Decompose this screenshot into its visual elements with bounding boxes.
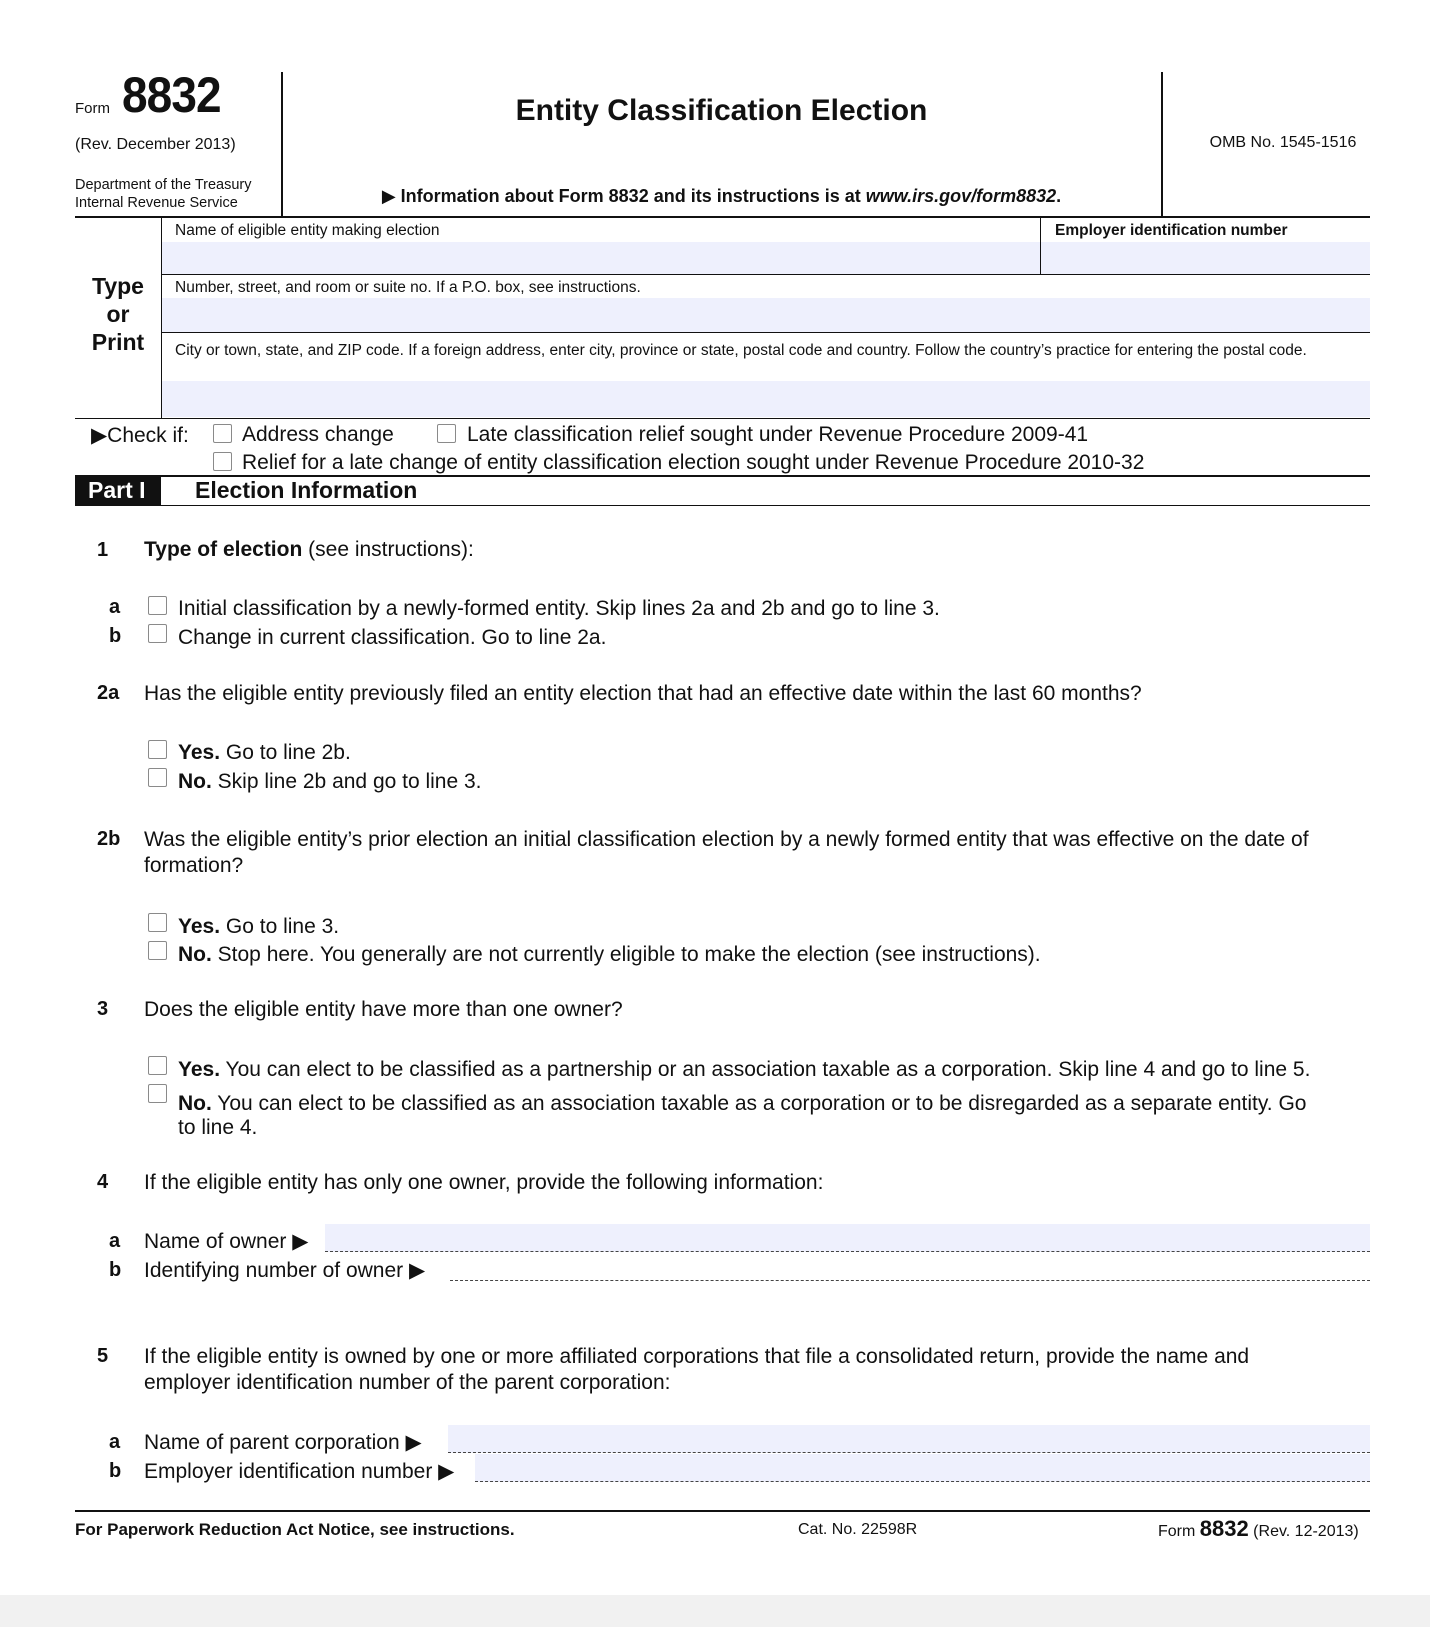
- line1a-text: Initial classification by a newly-formed entity. Skip lines 2a and 2b and go to line 3.: [178, 597, 940, 620]
- department-line2: Internal Revenue Service: [75, 195, 238, 211]
- parent-ein-field[interactable]: [475, 1454, 1370, 1482]
- line1b-checkbox[interactable]: [148, 624, 167, 643]
- line2a-yes-text: Yes. Go to line 2b.: [178, 741, 351, 764]
- part1-badge: Part I: [75, 476, 161, 505]
- line4a-letter: a: [109, 1230, 121, 1252]
- line3-yes-checkbox[interactable]: [148, 1056, 167, 1075]
- line1a-letter: a: [109, 596, 121, 618]
- line2a-no-checkbox[interactable]: [148, 768, 167, 787]
- address-change-checkbox[interactable]: [213, 424, 232, 443]
- late-relief-checkbox[interactable]: [437, 424, 456, 443]
- line4a-text: Name of owner ▶: [144, 1230, 309, 1253]
- form-word: Form: [75, 100, 110, 117]
- check-if-label: ▶Check if:: [91, 424, 189, 447]
- line2a-number: 2a: [97, 682, 120, 704]
- line3-yes-text: Yes. You can elect to be classified as a partnership or an association taxable as a corporation. Skip line 4 and go to line 5.: [178, 1058, 1311, 1081]
- header-bottom-rule: [75, 216, 1370, 218]
- line5a-letter: a: [109, 1431, 121, 1453]
- line1a-checkbox[interactable]: [148, 596, 167, 615]
- street-field[interactable]: [162, 298, 1370, 332]
- department-line1: Department of the Treasury: [75, 177, 252, 193]
- footer-form-id: Form 8832 (Rev. 12-2013): [1158, 1516, 1359, 1541]
- row2-rule: [162, 332, 1370, 333]
- form-number: 8832: [122, 67, 221, 123]
- line3-no-checkbox[interactable]: [148, 1084, 167, 1103]
- line2a-no-text: No. Skip line 2b and go to line 3.: [178, 770, 482, 793]
- omb-number: OMB No. 1545-1516: [1209, 134, 1357, 151]
- parent-name-field[interactable]: [448, 1425, 1370, 1453]
- footer-rule: [75, 1510, 1370, 1512]
- line5-number: 5: [97, 1345, 109, 1367]
- line3-no-text-line1: No. You can elect to be classified as an association taxable as a corporation or to be disregarded as a separate entity. Go: [178, 1092, 1307, 1115]
- line2b-number: 2b: [97, 828, 121, 850]
- line3-no-text-line2: to line 4.: [178, 1116, 258, 1139]
- line2a-text: Has the eligible entity previously filed an entity election that had an effective date within the last 60 months?: [144, 682, 1142, 705]
- line5b-text: Employer identification number ▶: [144, 1460, 455, 1483]
- city-label: City or town, state, and ZIP code. If a foreign address, enter city, province or state, postal code and country. Follow the country’s practice for entering the postal code.: [175, 342, 1307, 359]
- line5-text-line1: If the eligible entity is owned by one or more affiliated corporations that file a consolidated return, provide the name and: [144, 1345, 1250, 1368]
- info-prefix: ▶ Information about Form 8832 and its instructions is at: [381, 186, 866, 206]
- line2b-text-line2: formation?: [144, 854, 244, 877]
- ein-label: Employer identification number: [1055, 222, 1288, 239]
- line5-text-line2: employer identification number of the parent corporation:: [144, 1371, 671, 1394]
- address-change-label: Address change: [242, 423, 394, 446]
- line1-text: Type of election (see instructions):: [144, 538, 474, 561]
- line2a-yes-checkbox[interactable]: [148, 740, 167, 759]
- street-label: Number, street, and room or suite no. If a P.O. box, see instructions.: [175, 279, 641, 296]
- line5a-text: Name of parent corporation ▶: [144, 1431, 422, 1454]
- line2b-text-line1: Was the eligible entity’s prior election an initial classification election by a newly formed entity that was effective on the date of: [144, 828, 1309, 851]
- ein-field[interactable]: [1041, 242, 1370, 274]
- form-revision: (Rev. December 2013): [75, 136, 236, 153]
- cat-number: Cat. No. 22598R: [798, 1521, 918, 1538]
- line2b-no-text: No. Stop here. You generally are not currently eligible to make the election (see instructions).: [178, 943, 1041, 966]
- part1-title: Election Information: [195, 477, 418, 503]
- line4-text: If the eligible entity has only one owner, provide the following information:: [144, 1171, 824, 1194]
- late-relief-label: Late classification relief sought under Revenue Procedure 2009-41: [467, 423, 1089, 446]
- type-or-print-label: Type or Print: [91, 273, 145, 355]
- info-url[interactable]: www.irs.gov/form8832: [865, 186, 1057, 206]
- entity-name-field[interactable]: [162, 242, 1040, 274]
- row1-rule: [162, 274, 1370, 275]
- part1-bottom-rule: [75, 505, 1370, 506]
- entity-name-label: Name of eligible entity making election: [175, 222, 440, 239]
- form-title: Entity Classification Election: [515, 94, 928, 127]
- line5b-letter: b: [109, 1460, 122, 1482]
- info-line: [282, 186, 1161, 207]
- line3-number: 3: [97, 998, 109, 1020]
- line2b-yes-text: Yes. Go to line 3.: [178, 915, 340, 938]
- line1b-letter: b: [109, 625, 122, 647]
- info-suffix: .: [1056, 186, 1062, 206]
- late-change-label: Relief for a late change of entity classification election sought under Revenue Procedure 2010-32: [242, 451, 1145, 474]
- line4b-text: Identifying number of owner ▶: [144, 1259, 426, 1282]
- owner-name-field[interactable]: [325, 1224, 1370, 1252]
- line4-number: 4: [97, 1171, 109, 1193]
- line2b-no-checkbox[interactable]: [148, 941, 167, 960]
- line2b-yes-checkbox[interactable]: [148, 913, 167, 932]
- paperwork-notice: For Paperwork Reduction Act Notice, see instructions.: [75, 1520, 515, 1539]
- row3-rule: [75, 418, 1370, 419]
- line1-number: 1: [97, 539, 109, 561]
- city-field[interactable]: [162, 381, 1370, 417]
- line3-text: Does the eligible entity have more than one owner?: [144, 998, 623, 1021]
- owner-id-field[interactable]: [450, 1253, 1370, 1281]
- line4b-letter: b: [109, 1259, 122, 1281]
- late-change-checkbox[interactable]: [213, 452, 232, 471]
- line1b-text: Change in current classification. Go to line 2a.: [178, 626, 607, 649]
